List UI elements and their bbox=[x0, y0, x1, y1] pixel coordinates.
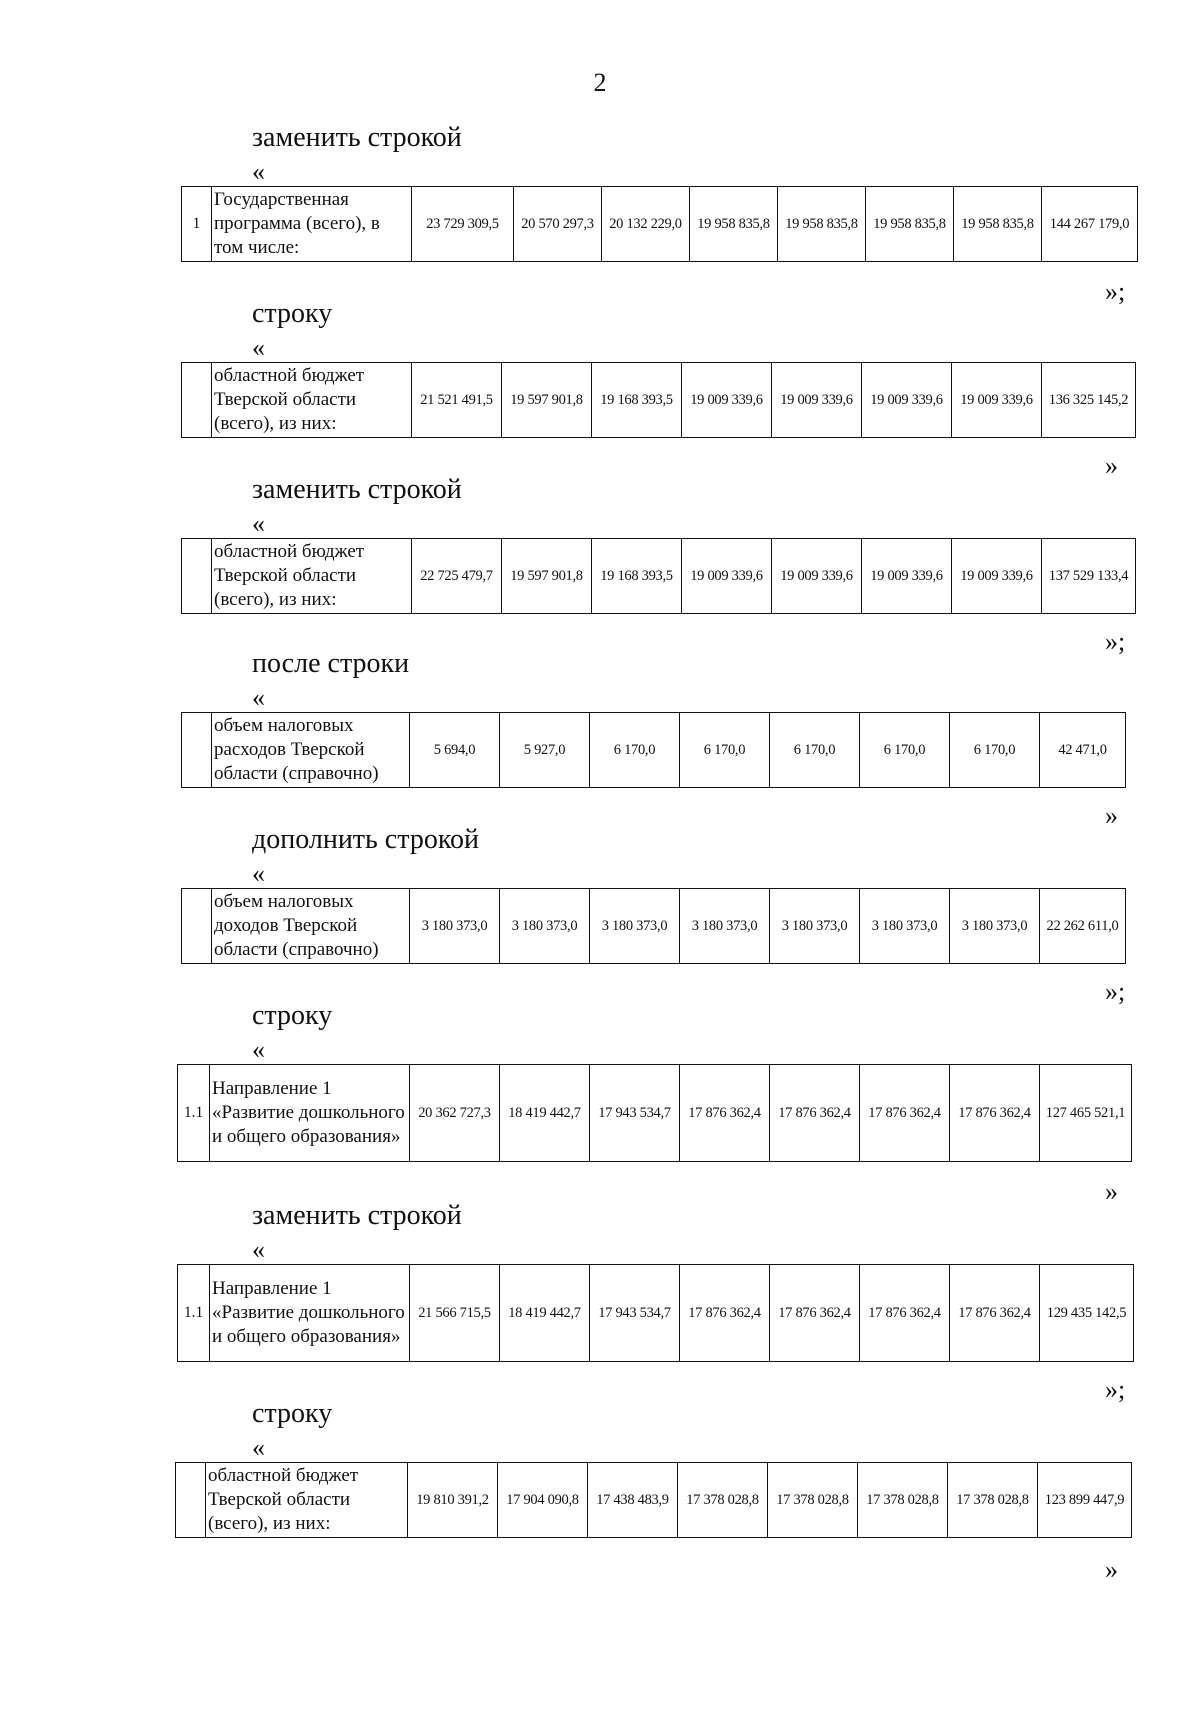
value-cell: 19 009 339,6 bbox=[862, 539, 952, 614]
total-cell: 123 899 447,9 bbox=[1038, 1463, 1132, 1538]
row-number bbox=[182, 539, 212, 614]
row-name: областной бюджет Тверской области (всего), из них: bbox=[212, 363, 412, 438]
value-cell: 19 958 835,8 bbox=[954, 187, 1042, 262]
value-cell: 17 876 362,4 bbox=[770, 1265, 860, 1362]
close-quote: » bbox=[1105, 451, 1118, 480]
total-cell: 42 471,0 bbox=[1040, 713, 1126, 788]
value-cell: 3 180 373,0 bbox=[770, 889, 860, 964]
value-cell: 23 729 309,5 bbox=[412, 187, 514, 262]
value-cell: 5 694,0 bbox=[410, 713, 500, 788]
value-cell: 17 876 362,4 bbox=[860, 1265, 950, 1362]
value-cell: 17 378 028,8 bbox=[858, 1463, 948, 1538]
row-number bbox=[176, 1463, 206, 1538]
value-cell: 17 943 534,7 bbox=[590, 1065, 680, 1162]
value-cell: 19 009 339,6 bbox=[772, 363, 862, 438]
value-cell: 19 810 391,2 bbox=[408, 1463, 498, 1538]
value-cell: 18 419 442,7 bbox=[500, 1065, 590, 1162]
row-number: 1.1 bbox=[178, 1265, 210, 1362]
value-cell: 19 009 339,6 bbox=[862, 363, 952, 438]
close-quote: »; bbox=[1105, 627, 1126, 656]
value-cell: 6 170,0 bbox=[950, 713, 1040, 788]
value-cell: 21 521 491,5 bbox=[412, 363, 502, 438]
close-quote: » bbox=[1105, 1555, 1118, 1584]
value-cell: 20 362 727,3 bbox=[410, 1065, 500, 1162]
value-cell: 17 876 362,4 bbox=[680, 1265, 770, 1362]
value-cell: 20 570 297,3 bbox=[514, 187, 602, 262]
value-cell: 17 378 028,8 bbox=[948, 1463, 1038, 1538]
close-quote: »; bbox=[1105, 977, 1126, 1006]
value-cell: 3 180 373,0 bbox=[500, 889, 590, 964]
total-cell: 127 465 521,1 bbox=[1040, 1065, 1132, 1162]
open-quote: « bbox=[252, 1433, 265, 1462]
instruction-phrase: заменить строкой bbox=[252, 1200, 462, 1231]
value-cell: 6 170,0 bbox=[770, 713, 860, 788]
close-quote: » bbox=[1105, 801, 1118, 830]
value-cell: 3 180 373,0 bbox=[950, 889, 1040, 964]
total-cell: 129 435 142,5 bbox=[1040, 1265, 1134, 1362]
instruction-phrase: после строки bbox=[252, 648, 410, 679]
instruction-phrase: заменить строкой bbox=[252, 122, 462, 153]
value-cell: 17 876 362,4 bbox=[950, 1065, 1040, 1162]
value-cell: 3 180 373,0 bbox=[860, 889, 950, 964]
value-cell: 3 180 373,0 bbox=[410, 889, 500, 964]
value-cell: 19 597 901,8 bbox=[502, 539, 592, 614]
close-quote: »; bbox=[1105, 277, 1126, 306]
open-quote: « bbox=[252, 859, 265, 888]
value-cell: 20 132 229,0 bbox=[602, 187, 690, 262]
row-name: Направление 1 «Развитие дошкольного и общего образования» bbox=[210, 1265, 410, 1362]
table-row bbox=[177, 1064, 1132, 1162]
instruction-phrase: заменить строкой bbox=[252, 474, 462, 505]
row-name: областной бюджет Тверской области (всего), из них: bbox=[212, 539, 412, 614]
instruction-phrase: строку bbox=[252, 1000, 333, 1031]
value-cell: 21 566 715,5 bbox=[410, 1265, 500, 1362]
value-cell: 19 009 339,6 bbox=[952, 539, 1042, 614]
open-quote: « bbox=[252, 157, 265, 186]
open-quote: « bbox=[252, 1035, 265, 1064]
value-cell: 17 876 362,4 bbox=[950, 1265, 1040, 1362]
total-cell: 144 267 179,0 bbox=[1042, 187, 1138, 262]
instruction-phrase: строку bbox=[252, 1398, 333, 1429]
value-cell: 17 904 090,8 bbox=[498, 1463, 588, 1538]
value-cell: 19 958 835,8 bbox=[690, 187, 778, 262]
open-quote: « bbox=[252, 333, 265, 362]
page-number: 2 bbox=[593, 68, 607, 97]
table-row bbox=[181, 538, 1136, 614]
row-name: областной бюджет Тверской области (всего), из них: bbox=[206, 1463, 408, 1538]
value-cell: 17 378 028,8 bbox=[768, 1463, 858, 1538]
value-cell: 19 009 339,6 bbox=[682, 363, 772, 438]
row-name: Направление 1 «Развитие дошкольного и общего образования» bbox=[210, 1065, 410, 1162]
close-quote: »; bbox=[1105, 1375, 1126, 1404]
open-quote: « bbox=[252, 683, 265, 712]
value-cell: 17 876 362,4 bbox=[680, 1065, 770, 1162]
value-cell: 17 876 362,4 bbox=[770, 1065, 860, 1162]
value-cell: 18 419 442,7 bbox=[500, 1265, 590, 1362]
value-cell: 3 180 373,0 bbox=[590, 889, 680, 964]
value-cell: 6 170,0 bbox=[680, 713, 770, 788]
close-quote: » bbox=[1105, 1177, 1118, 1206]
table-row bbox=[181, 186, 1138, 262]
table-row bbox=[177, 1264, 1134, 1362]
value-cell: 17 438 483,9 bbox=[588, 1463, 678, 1538]
instruction-phrase: дополнить строкой bbox=[252, 824, 479, 855]
total-cell: 136 325 145,2 bbox=[1042, 363, 1136, 438]
row-name: объем налоговых расходов Тверской области (справочно) bbox=[212, 713, 410, 788]
instruction-phrase: строку bbox=[252, 298, 333, 329]
row-name: Государственная программа (всего), в том числе: bbox=[212, 187, 412, 262]
value-cell: 17 943 534,7 bbox=[590, 1265, 680, 1362]
value-cell: 19 009 339,6 bbox=[952, 363, 1042, 438]
row-number: 1.1 bbox=[178, 1065, 210, 1162]
table-row bbox=[175, 1462, 1132, 1538]
value-cell: 19 958 835,8 bbox=[778, 187, 866, 262]
value-cell: 3 180 373,0 bbox=[680, 889, 770, 964]
value-cell: 17 378 028,8 bbox=[678, 1463, 768, 1538]
open-quote: « bbox=[252, 1235, 265, 1264]
value-cell: 19 597 901,8 bbox=[502, 363, 592, 438]
open-quote: « bbox=[252, 509, 265, 538]
value-cell: 17 876 362,4 bbox=[860, 1065, 950, 1162]
table-row bbox=[181, 712, 1126, 788]
value-cell: 22 725 479,7 bbox=[412, 539, 502, 614]
value-cell: 6 170,0 bbox=[590, 713, 680, 788]
table-row bbox=[181, 888, 1126, 964]
value-cell: 19 168 393,5 bbox=[592, 539, 682, 614]
total-cell: 22 262 611,0 bbox=[1040, 889, 1126, 964]
value-cell: 6 170,0 bbox=[860, 713, 950, 788]
total-cell: 137 529 133,4 bbox=[1042, 539, 1136, 614]
value-cell: 19 009 339,6 bbox=[682, 539, 772, 614]
row-name: объем налоговых доходов Тверской области (справочно) bbox=[212, 889, 410, 964]
table-row bbox=[181, 362, 1136, 438]
value-cell: 19 009 339,6 bbox=[772, 539, 862, 614]
row-number bbox=[182, 363, 212, 438]
row-number bbox=[182, 713, 212, 788]
value-cell: 5 927,0 bbox=[500, 713, 590, 788]
value-cell: 19 958 835,8 bbox=[866, 187, 954, 262]
row-number: 1 bbox=[182, 187, 212, 262]
value-cell: 19 168 393,5 bbox=[592, 363, 682, 438]
row-number bbox=[182, 889, 212, 964]
